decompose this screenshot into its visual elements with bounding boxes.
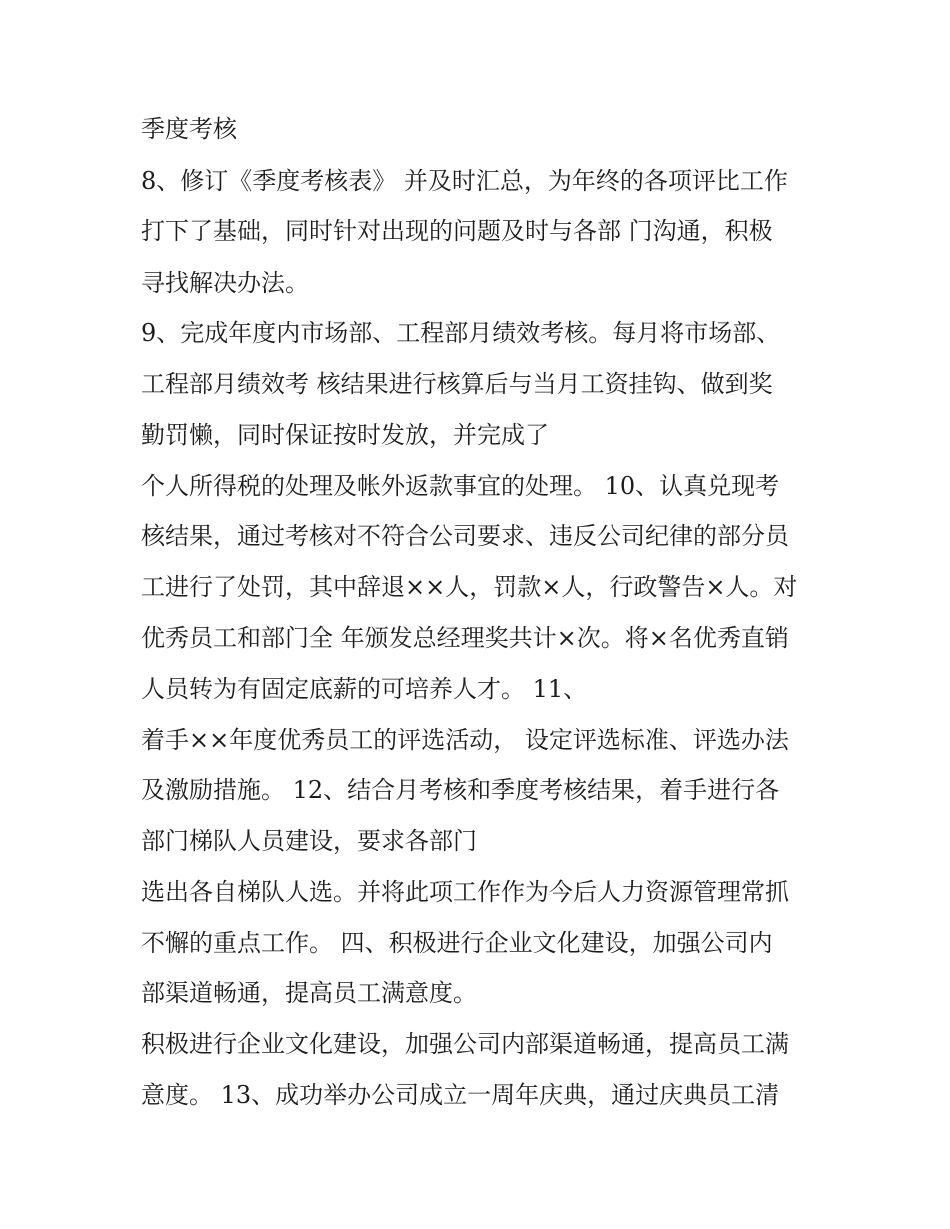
text-line: 部渠道畅通，提高员工满意度。	[141, 979, 477, 1007]
text-line: 着手××年度优秀员工的评选活动， 设定评选标准、评选办法	[141, 726, 789, 754]
text-line: 积极进行企业文化建设，加强公司内部渠道畅通，提高员工满	[141, 1030, 789, 1058]
text-line: 季度考核	[141, 115, 237, 143]
text-line: 工进行了处罚，其中辞退××人，罚款×人，行政警告×人。对	[141, 573, 798, 601]
text-line: 不懈的重点工作。 四、积极进行企业文化建设，加强公司内	[141, 929, 773, 957]
text-line: 及激励措施。 12、结合月考核和季度考核结果，着手进行各	[141, 776, 780, 804]
text-line: 个人所得税的处理及帐外返款事宜的处理。 10、认真兑现考	[141, 472, 780, 500]
text-line: 部门梯队人员建设，要求各部门	[141, 827, 477, 855]
text-line: 选出各自梯队人选。并将此项工作作为今后人力资源管理常抓	[141, 878, 789, 906]
text-line: 优秀员工和部门全 年颁发总经理奖共计×次。将×名优秀直销	[141, 624, 789, 652]
text-line: 打下了基础，同时针对出现的问题及时与各部 门沟通，积极	[141, 217, 773, 245]
text-line: 核结果，通过考核对不符合公司要求、违反公司纪律的部分员	[141, 522, 789, 550]
text-line: 意度。 13、成功举办公司成立一周年庆典，通过庆典员工清	[141, 1081, 780, 1109]
text-line: 寻找解决办法。	[141, 269, 309, 297]
text-line: 9、完成年度内市场部、工程部月绩效考核。每月将市场部、	[141, 319, 781, 347]
text-line: 工程部月绩效考 核结果进行核算后与当月工资挂钩、做到奖	[141, 370, 773, 398]
text-line: 人员转为有固定底薪的可培养人才。 11、	[141, 675, 588, 703]
text-line: 勤罚懒，同时保证按时发放，并完成了	[141, 421, 549, 449]
text-line: 8、修订《季度考核表》 并及时汇总，为年终的各项评比工作	[141, 167, 788, 195]
